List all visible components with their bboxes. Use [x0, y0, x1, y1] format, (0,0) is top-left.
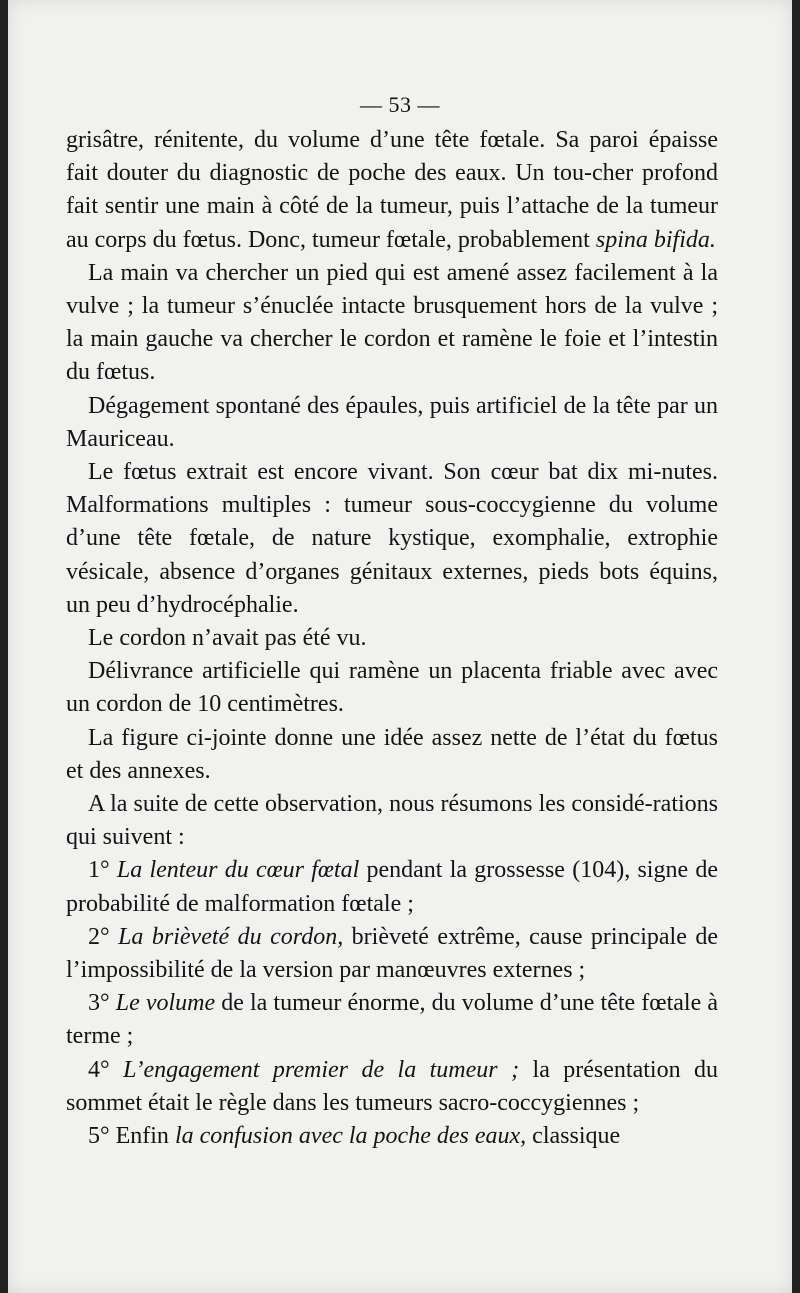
paragraph-4: Le fœtus extrait est encore vivant. Son cœur bat dix mi-nutes. Malformations multiples : tumeur sous-coccygienne du volume d’une tête fœtale, de nature kystique, exomphalie, extrophie vésicale, absence d’organes génitaux externes, pieds bots équins, un peu d’hydrocéphalie.	[66, 459, 718, 618]
list-item-1-text: pendant la grossesse (104), signe de probabilité de malformation fœtale ;	[66, 857, 719, 917]
list-item-4-text: la présentation du sommet était le règle dans les tumeurs sacro-coccygiennes ;	[66, 1056, 719, 1116]
paragraph-5: Le cordon n’avait pas été vu.	[88, 625, 367, 652]
list-item-2-number: 2°	[88, 923, 110, 950]
book-page	[8, 0, 792, 1293]
paragraph-1	[66, 124, 718, 257]
list-item-1-number: 1°	[88, 857, 110, 884]
list-item-1	[66, 854, 718, 920]
page-number: — 53 —	[360, 92, 440, 117]
paragraph-2: La main va chercher un pied qui est amené assez facilement à la vulve ; la tumeur s’énuclée intacte brusquement hors de la vulve ; la main gauche va chercher le cordon et ramène le foie et l’intestin du fœtus.	[66, 259, 718, 386]
list-item-3-text: de la tumeur énorme, du volume d’une tête fœtale à terme ;	[66, 990, 719, 1050]
list-item-5	[66, 1120, 718, 1153]
list-item-5-text-start: Enfin	[115, 1123, 169, 1150]
list-item-3-emphasis: Le volume	[115, 990, 216, 1017]
paragraph-6: Délivrance artificielle qui ramène un placenta friable avec avec un cordon de 10 centimètres.	[66, 658, 718, 718]
list-item-5-number: 5°	[88, 1123, 110, 1150]
list-item-3-number: 3°	[88, 990, 110, 1017]
list-item-2-text: brièveté extrême, cause principale de l’impossibilité de la version par manœuvres externes ;	[66, 923, 718, 984]
list-item-2-emphasis: La brièveté du cordon,	[118, 923, 344, 950]
list-item-3	[66, 987, 718, 1053]
list-item-5-emphasis: la confusion avec la poche des eaux,	[174, 1123, 527, 1150]
list-item-2	[66, 921, 718, 987]
paragraph-1-emphasis: spina bifida.	[595, 226, 716, 253]
list-item-4-number: 4°	[88, 1056, 110, 1083]
list-item-1-emphasis: La lenteur du cœur fœtal	[116, 857, 360, 884]
body-text	[66, 124, 718, 1153]
paragraph-1-text: grisâtre, rénitente, du volume d’une tête fœtale. Sa paroi épaisse fait douter du diagnostic de poche des eaux. Un tou-cher profond fait sentir une main à côté de la tumeur, puis l’attache de la tumeur au corps du fœtus. Donc, tumeur fœtale, probablement	[66, 127, 718, 253]
list-item-4	[66, 1054, 718, 1120]
list-item-5-text-end: classique	[532, 1123, 621, 1150]
paragraph-8: A la suite de cette observation, nous résumons les considé-rations qui suivent :	[66, 791, 718, 851]
paragraph-3: Dégagement spontané des épaules, puis artificiel de la tête par un Mauriceau.	[66, 392, 718, 452]
paragraph-7: La figure ci-jointe donne une idée assez nette de l’état du fœtus et des annexes.	[66, 724, 718, 784]
list-item-4-emphasis: L’engagement premier de la tumeur ;	[123, 1056, 520, 1083]
